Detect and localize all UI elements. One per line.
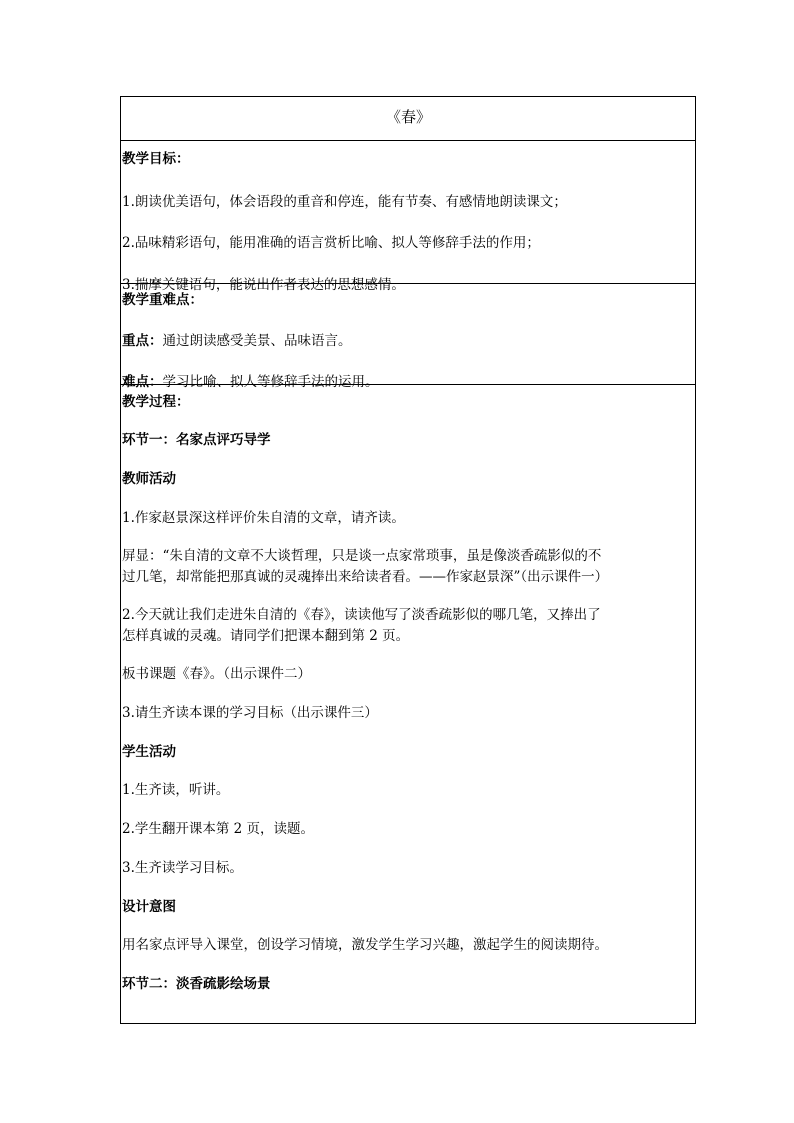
section-2-heading: 环节二：淡香疏影绘场景 [122, 976, 271, 992]
key-points-cell [121, 284, 695, 390]
title-cell [121, 97, 695, 141]
teacher-item: 3.请生齐读本课的学习目标（出示课件三） [122, 705, 378, 721]
focus-label: 重点： [122, 333, 163, 349]
goal-item-2: 2.品味精彩语句，能用准确的语言赏析比喻、拟人等修辞手法的作用； [122, 235, 540, 251]
lesson-plan-table [120, 96, 696, 1024]
student-item: 1.生齐读，听讲。 [122, 782, 230, 798]
teaching-goals-cell [121, 141, 695, 293]
difficulty-label: 难点： [122, 374, 163, 390]
teacher-item: 怎样真诚的灵魂。请同学们把课本翻到第 2 页。 [122, 628, 410, 644]
teaching-process-cell [121, 385, 695, 1023]
student-activity-heading: 学生活动 [122, 744, 176, 760]
teacher-item: 过几笔，却常能把那真诚的灵魂捧出来给读者看。——作家赵景深”（出示课件一） [122, 569, 609, 585]
teacher-activity-heading: 教师活动 [122, 471, 176, 487]
teacher-item: 1.作家赵景深这样评价朱自清的文章，请齐读。 [122, 510, 405, 526]
design-intent-text: 用名家点评导入课堂，创设学习情境，激发学生学习兴趣，激起学生的阅读期待。 [122, 937, 608, 953]
difficulty-text: 学习比喻、拟人等修辞手法的运用。 [162, 374, 379, 390]
process-heading: 教学过程： [122, 394, 190, 410]
focus-text: 通过朗读感受美景、品味语言。 [162, 333, 352, 349]
keypoints-heading: 教学重难点： [122, 292, 203, 308]
teacher-item: 屏显：“朱自清的文章不大谈哲理，只是谈一点家常琐事，虽是像淡香疏影似的不 [122, 548, 602, 564]
focus-line [122, 329, 695, 349]
goal-item-1: 1.朗读优美语句，体会语段的重音和停连，能有节奏、有感情地朗读课文； [122, 194, 567, 210]
student-item: 3.生齐读学习目标。 [122, 860, 243, 876]
goals-heading: 教学目标： [122, 151, 190, 167]
design-intent-heading: 设计意图 [122, 899, 176, 915]
teacher-item: 板书课题《春》。（出示课件二） [122, 666, 311, 682]
teacher-item: 2.今天就让我们走进朱自清的《春》，读读他写了淡香疏影似的哪几笔，又捧出了 [122, 607, 601, 623]
section-1-heading: 环节一：名家点评巧导学 [122, 432, 271, 448]
student-item: 2.学生翻开课本第 2 页，读题。 [122, 821, 315, 837]
goal-item-3: 3.揣摩关键语句，能说出作者表达的思想感情。 [122, 277, 405, 293]
document-title: 《春》 [385, 108, 431, 126]
